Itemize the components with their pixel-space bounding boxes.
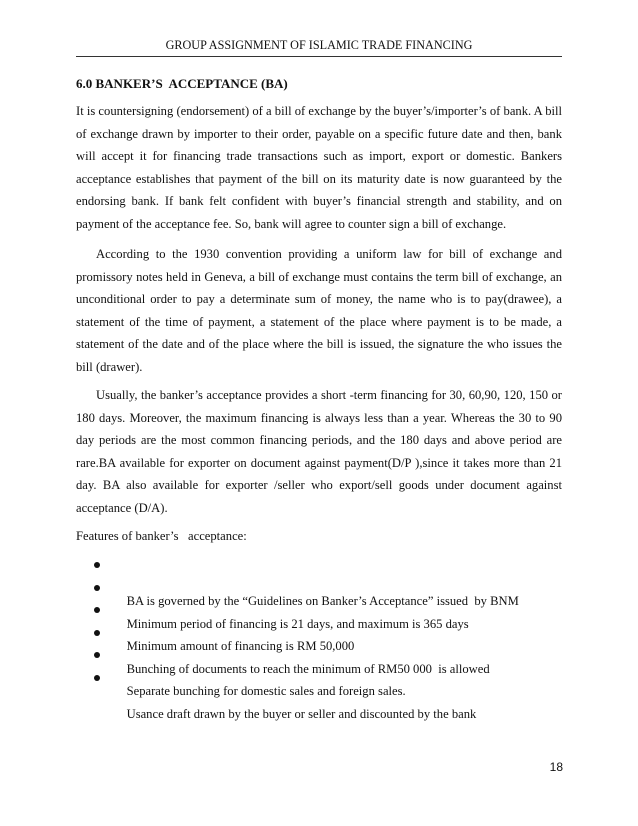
bullet-icon <box>94 585 100 591</box>
list-item-text: Bunching of documents to reach the minimum of RM50 000 is allowed <box>126 661 490 676</box>
bullet-icon <box>94 630 100 636</box>
bullet-icon <box>94 675 100 681</box>
bullet-icon <box>94 562 100 568</box>
list-item-text: Usance draft drawn by the buyer or seller and discounted by the bank <box>126 706 477 721</box>
list-item <box>94 556 554 608</box>
list-item <box>94 624 554 676</box>
list-item <box>94 601 554 654</box>
list-item <box>94 579 554 631</box>
page-header: GROUP ASSIGNMENT OF ISLAMIC TRADE FINANCING <box>165 38 473 52</box>
list-item-text: Minimum amount of financing is RM 50,000 <box>126 639 355 654</box>
features-label: Features of banker’s acceptance: <box>76 529 247 543</box>
list-item <box>94 669 554 721</box>
paragraph-financing-period: Usually, the banker’s acceptance provides a short -term financing for 30, 60,90, 120, 150 or 180 days. Moreover, the maximum financing is always less than a year. Whereas the 30 to 90 day periods are the most common financing periods, and the 180 days and above period are rare.BA available for exporter on document against payment(D/P ),since it takes more than 21 day. BA also available for exporter /seller who export/sell goods under document against acceptance (D/A). <box>76 388 562 515</box>
list-item-text: Separate bunching for domestic sales and foreign sales. <box>126 684 406 699</box>
list-item-text: BA is governed by the “Guidelines on Banker’s Acceptance” issued by BNM <box>126 594 519 608</box>
paragraph-definition: It is countersigning (endorsement) of a bill of exchange by the buyer’s/importer’s of bank. A bill of exchange drawn by importer to their order, payable on a specific future date and then, bank will accept it for financing trade transactions such as import, export or domestic. Bankers acceptance establishes that payment of the bill on its maturity date is now guaranteed by the endorsing bank. If bank felt confident with buyer’s financial strength and stability, and on payment of the acceptance fee. So, bank will agree to counter sign a bill of exchange. <box>76 104 562 231</box>
page-number: 18 <box>549 760 563 774</box>
list-item-text: Minimum period of financing is 21 days, and maximum is 365 days <box>126 616 469 631</box>
header-divider <box>76 56 562 57</box>
feature-list <box>94 556 554 721</box>
bullet-icon <box>94 652 100 658</box>
bullet-icon <box>94 607 100 613</box>
list-item <box>94 646 554 699</box>
section-heading: 6.0 BANKER’S ACCEPTANCE (BA) <box>76 76 288 91</box>
paragraph-geneva-convention: According to the 1930 convention providing a uniform law for bill of exchange and promissory notes held in Geneva, a bill of exchange must contains the term bill of exchange, an unconditional order to pay a determinate sum of money, the name who is to pay(drawee), a statement of the time of payment, a statement of the place where payment is to be made, a statement of the date and of the place where the bill is issued, the signature the who issues the bill (drawer). <box>76 247 562 374</box>
